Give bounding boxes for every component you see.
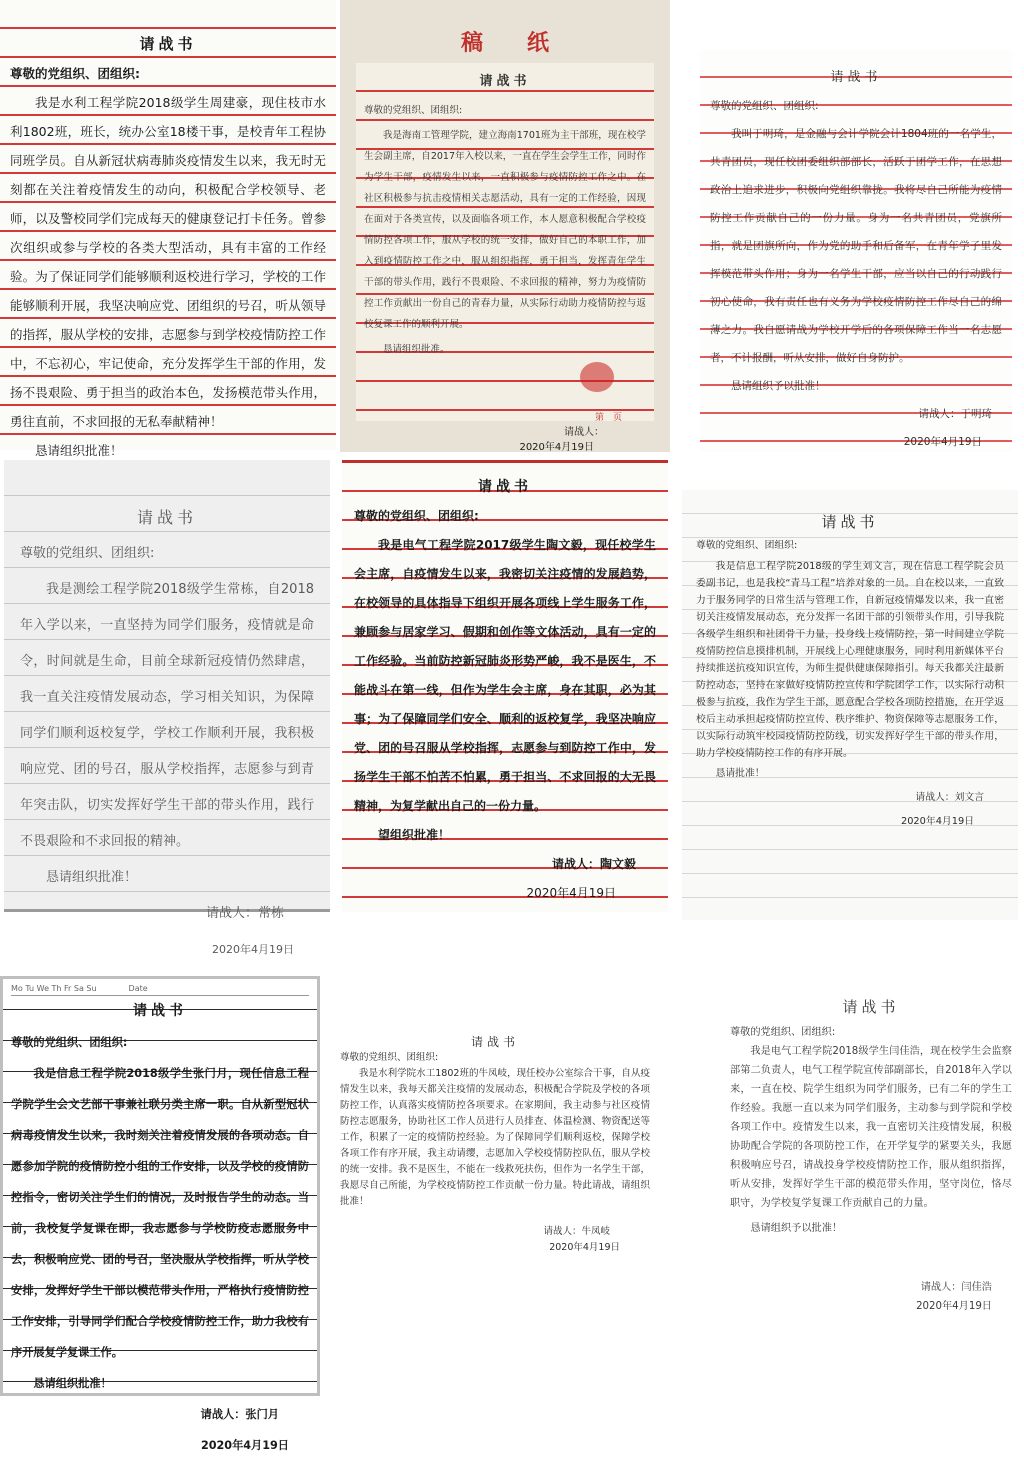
letter-sheet-4 bbox=[4, 460, 330, 956]
letter-signature: 请战人：闫佳浩 bbox=[920, 1282, 992, 1293]
letter-salutation: 尊敬的党组织、团组织: bbox=[364, 105, 463, 116]
letter-title: 请战书 bbox=[139, 35, 197, 53]
letter-sheet-7 bbox=[0, 976, 320, 1452]
letter-salutation: 尊敬的党组织、团组织: bbox=[710, 100, 819, 112]
letter-closing: 恳请组织批准！ bbox=[33, 1377, 112, 1390]
letter-salutation: 尊敬的党组织、团组织: bbox=[730, 1027, 836, 1038]
letter-signature: 请战人：刘文言 bbox=[915, 792, 984, 803]
letter-body: 我叫于明琦，是金融与会计学院会计1804班的一名学生，共青团员，现任校团委组织部部长，活跃于团学工作，在思想政治上追求进步，积极向党组织靠拢。我将尽自己所能为疫情防控工作贡献自己的一份力量。身为一名共青团员，党旗所指，就是团旗所向，作为党的助手和后备军，在青年学子里发挥模范带头作用；身为一名学生干部，应当以自己的行动践行初心使命，我有责任也有义务为学校疫情防控工作尽自己的绵薄之力。我自愿请战为学校开学后的各项保障工作当一名志愿者，不计报酬，听从安排，做好自身防护。 bbox=[710, 128, 1002, 364]
letter-salutation: 尊敬的党组织、团组织: bbox=[20, 546, 155, 561]
letter-date: 2020年4月19日 bbox=[526, 886, 616, 900]
letter-title: 请战书 bbox=[478, 479, 532, 495]
letter-signature: 请战人：张门月 bbox=[200, 1408, 279, 1421]
letter-signature: 请战人：常栋 bbox=[205, 906, 284, 921]
letter-title: 请战书 bbox=[821, 513, 879, 531]
letter-title: 请战书 bbox=[136, 508, 197, 527]
letter-body: 我是电气工程学院2017级学生陶文毅，现任校学生会主席，自疫情发生以来，我密切关注疫情的发展趋势，在校领导的具体指导下组织开展各项线上学生服务工作，兼顾参与居家学习、假期和创作等文体活动，具有一定的工作经验。当前防控新冠肺炎形势严峻，我不是医生，不能战斗在第一线，但作为学生会主席，身在其职，必为其事；为了保障同学们安全、顺利的返校复学，我坚决响应党、团的号召服从学校指挥，志愿参与到防控工作中，发扬学生干部不怕苦不怕累，勇于担当、不求回报的大无畏精神，为复学献出自己的一份力量。 bbox=[354, 538, 656, 813]
letter-salutation: 尊敬的党组织、团组织: bbox=[11, 1036, 128, 1049]
letter-date: 2020年4月19日 bbox=[916, 1301, 992, 1312]
letter-body: 我是信息工程学院2018级的学生刘文言，现在信息工程学院会员委副书记，也是我校“青马工程”培养对象的一员。自在校以来，一直致力于服务同学的日常生活与管理工作，自新冠疫情爆发以来，我一直密切关注疫情发展动态，充分发挥一名团干部的引领带头作用，引导我院各级学生组织和社团骨干力量，投身线上疫情防控，第一时间建立学院疫情防控信息摸排机制，开展线上心理健康服务，同时利用新媒体平台持续推送抗疫知识宣传，为师生提供健康保障指引。每天我都关注最新防控动态，坚持在家做好疫情防控宣传和学院团学工作，以实际行动积极参与抗疫，我作为学生干部，愿意配合学校各项防控措施，在开学返校后主动承担起疫情防控宣传、秩序维护、物资保障等志愿服务工作，以实际行动筑牢校园疫情防控防线，切实发挥好学生干部的带头作用，助力学校疫情防控工作的有序开展。 bbox=[696, 561, 1004, 759]
notebook-date-header: Mo Tu We Th Fr Sa Su Date bbox=[11, 983, 309, 996]
letter-salutation: 尊敬的党组织、团组织: bbox=[10, 66, 140, 81]
letter-sheet-1 bbox=[0, 0, 336, 458]
letter-body: 我是水利学院水工1802班的牛凤岐，现任校办公室综合干事，自从疫情发生以来，我每天都关注疫情的发展动态，积极配合学院及学校的各项防控工作，认真落实疫情防控各项要求。在家期间，我主动参与社区疫情防控志愿服务，协助社区工作人员进行人员排查、体温检测、物资配送等工作，积累了一定的疫情防控经验。为了保障同学们顺利返校，保障学校各项工作有序开展，我主动请缨，志愿加入学校疫情防控队伍，服从学校的统一安排。我不是医生，不能在一线救死扶伤，但作为一名学生干部，我愿尽自己所能，为学校疫情防控工作贡献一份力量。特此请战，请组织批准！ bbox=[340, 1068, 650, 1207]
letter-closing: 恳请组织批准！ bbox=[35, 443, 123, 458]
letter-salutation: 尊敬的党组织、团组织: bbox=[696, 540, 798, 551]
letter-title: 请战书 bbox=[830, 70, 882, 85]
letter-body: 我是测绘工程学院2018级学生常栋，自2018年入学以来，一直坚持为同学们服务，疫情就是命令，时间就是生命，目前全球新冠疫情仍然肆虐，我一直关注疫情发展动态，学习相关知识，为保障同学们顺利返校复学，学校工作顺利开展，我积极响应党、团的号召，服从学校指挥，志愿参与到青年突击队，切实发挥好学生干部的带头作用，践行不畏艰险和不求回报的精神。 bbox=[20, 582, 314, 849]
letter-body: 我是电气工程学院2018级学生闫佳浩，现在校学生会监察部第二负责人，电气工程学院宣传部副部长，自2018年入学以来，一直在校、院学生组织为同学们服务，已有二年的学生工作经验。我愿一直以来为同学们服务，主动参与到学院和学校各项工作中。疫情发生以来，我一直密切关注疫情发展，积极协助配合学院的各项防控工作，在开学复学的紧要关头，我愿积极响应号召，请战投身学校疫情防控工作，服从组织指挥，听从安排，发挥好学生干部的模范带头作用，坚守岗位，恪尽职守，为学校复学复课工作贡献自己的力量。 bbox=[730, 1046, 1012, 1209]
draft-paper-footer: 第 页 bbox=[595, 413, 623, 423]
letter-signature: 请战人：陶文毅 bbox=[551, 857, 636, 871]
letter-sheet-6 bbox=[682, 490, 1018, 920]
red-seal-stamp bbox=[580, 362, 614, 392]
draft-paper-header: 稿 纸 bbox=[460, 30, 549, 56]
letter-closing: 望组织批准！ bbox=[378, 828, 451, 842]
letter-body: 我是信息工程学院2018级学生张门月，现任信息工程学院学生会文艺部干事兼社联另类主席一职。自从新型冠状病毒疫情发生以来，我时刻关注着疫情发展的各项动态。自愿参加学院的疫情防控小组的工作安排，以及学校的疫情防控指令，密切关注学生们的情况，及时报告学生的动态。当前，我校复学复课在即，我志愿参与学校防疫志愿服务中去，积极响应党、团的号召，坚决服从学校指挥，听从学校安排，发挥好学生干部以模范带头作用，严格执行疫情防控工作安排，引导同学们配合学校疫情防控工作，助力我校有序开展复学复课工作。 bbox=[11, 1067, 309, 1359]
letter-salutation: 尊敬的党组织、团组织: bbox=[354, 509, 479, 523]
letter-date: 2020年4月19日 bbox=[519, 442, 594, 453]
letter-date: 2020年4月19日 bbox=[903, 436, 982, 448]
letter-sheet-2 bbox=[340, 0, 670, 452]
letter-closing: 恳请批准！ bbox=[715, 768, 765, 779]
letter-signature: 请战人：牛凤岐 bbox=[543, 1226, 610, 1237]
letter-salutation: 尊敬的党组织、团组织: bbox=[340, 1052, 439, 1063]
letter-closing: 恳请组织予以批准！ bbox=[750, 1223, 843, 1234]
letter-sheet-5 bbox=[342, 460, 668, 912]
letter-date: 2020年4月19日 bbox=[549, 1242, 620, 1253]
letter-sheet-9 bbox=[722, 990, 1020, 1392]
letter-date: 2020年4月19日 bbox=[212, 943, 294, 956]
letter-signature: 请战人： bbox=[564, 427, 604, 438]
letter-body: 我是海南工管理学院，建立海南1701班为主干部班，现在校学生会副主席，自2017年入校以来，一直在学生会学生工作，同时作为学生干部，疫情发生以来，一直积极参与疫情防控工作之中。在社区积极参与抗击疫情相关志愿活动，具有一定的工作经验，因现在面对于各类宣传，以及面临各项工作，本人愿意积极配合学校疫情防控各项工作，服从学校的统一安排，做好自己的本职工作，加入到疫情防控工作之中，服从组织指挥，勇于担当，发挥青年学生干部的带头作用，践行不畏艰险、不求回报的精神，努力为疫情防控工作贡献出一份自己的青春力量，从实际行动助力疫情防控与返校复课工作的顺利开展。 bbox=[364, 130, 646, 330]
letter-sheet-3 bbox=[700, 50, 1012, 452]
letter-title: 请战书 bbox=[470, 1035, 519, 1049]
letter-title: 请战书 bbox=[842, 998, 900, 1016]
letter-title: 请战书 bbox=[479, 74, 531, 89]
letter-closing: 恳请组织予以批准！ bbox=[731, 380, 826, 392]
letter-closing: 恳请组织批准！ bbox=[46, 870, 138, 885]
letter-sheet-8 bbox=[330, 1026, 660, 1376]
letter-date: 2020年4月19日 bbox=[200, 1439, 289, 1452]
letter-signature: 请战人：于明琦 bbox=[918, 408, 992, 420]
letter-closing: 恳请组织批准。 bbox=[383, 344, 450, 355]
letter-body: 我是水利工程学院2018级学生周建豪，现住枝市水利1802班，班长，统办公室18楼干事，是校青年工程协同班学员。自从新冠状病毒肺炎疫情发生以来，我无时无刻都在关注着疫情发生的动向，积极配合学校领导、老师，以及警校同学们完成每天的健康登记打卡任务。曾参次组织或参与学校的各类大型活动，具有丰富的工作经验。为了保证同学们能够顺利返校进行学习，学校的工作能够顺利开展，我坚决响应党、团组织的号召，听从领导的指挥，服从学校的安排，志愿参与到学校疫情防控工作中，不忘初心，牢记使命，充分发挥学生干部的作用，发扬不畏艰险、勇于担当的政治本色，发扬模范带头作用，勇往直前，不求回报的无私奉献精神！ bbox=[10, 95, 326, 429]
letter-title: 请战书 bbox=[133, 1003, 187, 1019]
letter-date: 2020年4月19日 bbox=[900, 816, 974, 827]
